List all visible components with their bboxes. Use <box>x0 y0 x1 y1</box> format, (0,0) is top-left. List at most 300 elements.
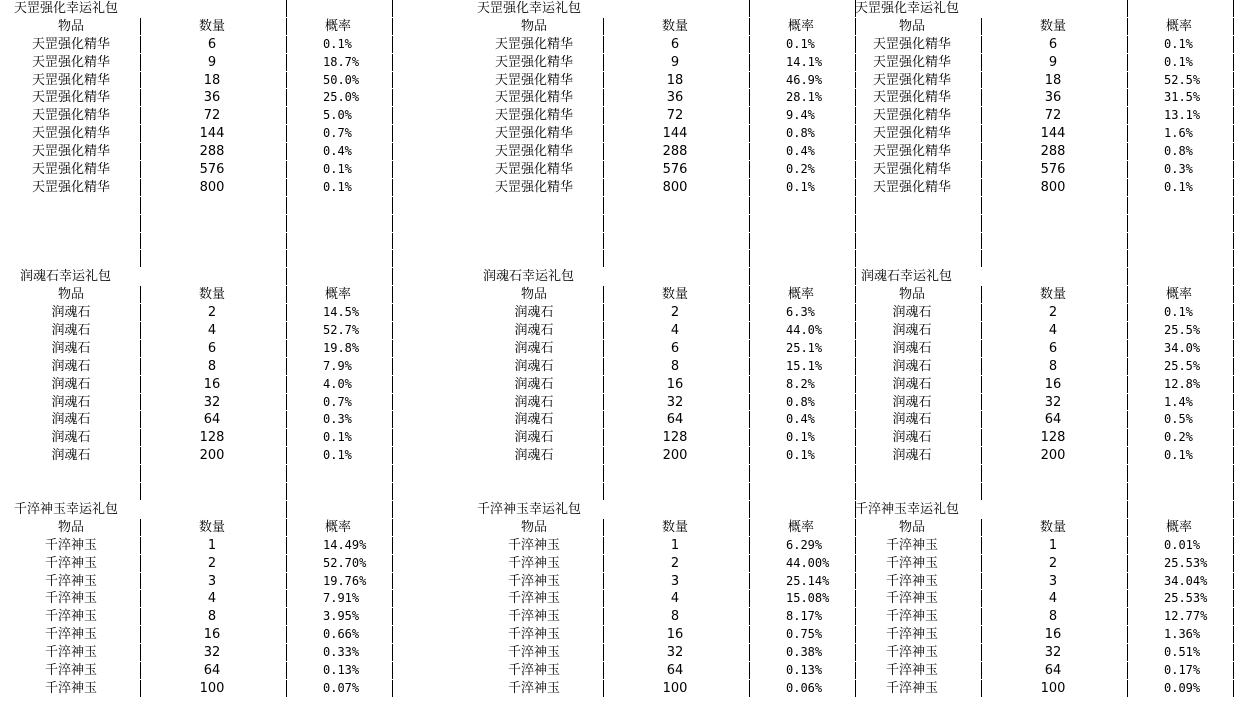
item-name-cell[interactable]: 润魂石 <box>465 376 604 393</box>
probability-cell[interactable]: 12.77% <box>1128 608 1234 625</box>
probability-cell[interactable]: 34.0% <box>1128 340 1234 357</box>
header-item[interactable]: 物品 <box>2 18 141 35</box>
quantity-cell[interactable]: 36 <box>604 89 750 106</box>
item-name-cell[interactable]: 润魂石 <box>465 411 604 428</box>
quantity-cell[interactable]: 1 <box>982 537 1128 554</box>
quantity-cell[interactable]: 6 <box>141 36 287 53</box>
probability-cell[interactable]: 18.7% <box>287 54 393 71</box>
empty-cell[interactable] <box>604 215 750 232</box>
quantity-cell[interactable]: 16 <box>982 626 1128 643</box>
probability-cell[interactable]: 0.5% <box>1128 411 1234 428</box>
empty-cell[interactable] <box>465 250 604 267</box>
probability-cell[interactable]: 3.95% <box>287 608 393 625</box>
probability-cell[interactable]: 0.1% <box>750 447 856 464</box>
empty-cell[interactable] <box>1128 0 1234 17</box>
item-name-cell[interactable]: 润魂石 <box>843 322 982 339</box>
probability-cell[interactable]: 50.0% <box>287 72 393 89</box>
probability-cell[interactable]: 14.5% <box>287 304 393 321</box>
probability-cell[interactable]: 0.1% <box>750 179 856 196</box>
empty-cell[interactable] <box>1128 268 1234 285</box>
empty-cell[interactable] <box>982 268 1128 285</box>
item-name-cell[interactable]: 天罡强化精华 <box>2 143 141 160</box>
quantity-cell[interactable]: 4 <box>141 590 287 607</box>
quantity-cell[interactable]: 128 <box>141 429 287 446</box>
probability-cell[interactable]: 7.91% <box>287 590 393 607</box>
quantity-cell[interactable]: 2 <box>982 555 1128 572</box>
probability-cell[interactable]: 46.9% <box>750 72 856 89</box>
quantity-cell[interactable]: 288 <box>141 143 287 160</box>
quantity-cell[interactable]: 2 <box>141 304 287 321</box>
probability-cell[interactable]: 15.08% <box>750 590 856 607</box>
quantity-cell[interactable]: 576 <box>982 161 1128 178</box>
empty-cell[interactable] <box>1128 483 1234 500</box>
header-item[interactable]: 物品 <box>465 18 604 35</box>
probability-cell[interactable]: 0.1% <box>750 429 856 446</box>
header-item[interactable]: 物品 <box>2 519 141 536</box>
quantity-cell[interactable]: 64 <box>982 411 1128 428</box>
empty-cell[interactable] <box>141 197 287 214</box>
item-name-cell[interactable]: 天罡强化精华 <box>843 36 982 53</box>
item-name-cell[interactable]: 天罡强化精华 <box>465 161 604 178</box>
probability-cell[interactable]: 6.29% <box>750 537 856 554</box>
empty-cell[interactable] <box>465 215 604 232</box>
probability-cell[interactable]: 0.1% <box>1128 447 1234 464</box>
probability-cell[interactable]: 28.1% <box>750 89 856 106</box>
quantity-cell[interactable]: 9 <box>604 54 750 71</box>
header-quantity[interactable]: 数量 <box>141 18 287 35</box>
item-name-cell[interactable]: 天罡强化精华 <box>2 179 141 196</box>
empty-cell[interactable] <box>750 501 856 518</box>
quantity-cell[interactable]: 8 <box>982 358 1128 375</box>
item-name-cell[interactable]: 天罡强化精华 <box>465 54 604 71</box>
quantity-cell[interactable]: 100 <box>982 680 1128 697</box>
quantity-cell[interactable]: 2 <box>141 555 287 572</box>
quantity-cell[interactable]: 8 <box>604 608 750 625</box>
quantity-cell[interactable]: 200 <box>982 447 1128 464</box>
empty-cell[interactable] <box>982 0 1128 17</box>
empty-cell[interactable] <box>750 250 856 267</box>
item-name-cell[interactable]: 润魂石 <box>465 358 604 375</box>
item-name-cell[interactable]: 润魂石 <box>465 429 604 446</box>
probability-cell[interactable]: 52.5% <box>1128 72 1234 89</box>
section-title[interactable]: 天罡强化幸运礼包 <box>855 1 960 16</box>
item-name-cell[interactable]: 天罡强化精华 <box>2 54 141 71</box>
item-name-cell[interactable]: 天罡强化精华 <box>2 36 141 53</box>
section-title[interactable]: 千淬神玉幸运礼包 <box>855 501 960 517</box>
probability-cell[interactable]: 0.8% <box>750 394 856 411</box>
empty-cell[interactable] <box>982 501 1128 518</box>
quantity-cell[interactable]: 9 <box>141 54 287 71</box>
item-name-cell[interactable]: 天罡强化精华 <box>2 107 141 124</box>
empty-cell[interactable] <box>604 197 750 214</box>
quantity-cell[interactable]: 32 <box>604 394 750 411</box>
empty-cell[interactable] <box>287 465 393 482</box>
quantity-cell[interactable]: 36 <box>982 89 1128 106</box>
quantity-cell[interactable]: 576 <box>604 161 750 178</box>
empty-cell[interactable] <box>141 0 287 17</box>
header-probability[interactable]: 概率 <box>750 18 856 35</box>
quantity-cell[interactable]: 4 <box>604 590 750 607</box>
empty-cell[interactable] <box>2 197 141 214</box>
probability-cell[interactable]: 0.3% <box>1128 161 1234 178</box>
quantity-cell[interactable]: 32 <box>604 644 750 661</box>
probability-cell[interactable]: 13.1% <box>1128 107 1234 124</box>
quantity-cell[interactable]: 8 <box>982 608 1128 625</box>
quantity-cell[interactable]: 6 <box>604 36 750 53</box>
empty-cell[interactable] <box>141 465 287 482</box>
empty-cell[interactable] <box>465 483 604 500</box>
probability-cell[interactable]: 25.0% <box>287 89 393 106</box>
quantity-cell[interactable]: 200 <box>141 447 287 464</box>
section-title[interactable]: 润魂石幸运礼包 <box>20 269 112 285</box>
quantity-cell[interactable]: 576 <box>141 161 287 178</box>
probability-cell[interactable]: 0.17% <box>1128 662 1234 679</box>
quantity-cell[interactable]: 100 <box>604 680 750 697</box>
quantity-cell[interactable]: 128 <box>604 429 750 446</box>
empty-cell[interactable] <box>750 483 856 500</box>
quantity-cell[interactable]: 4 <box>982 590 1128 607</box>
empty-cell[interactable] <box>287 250 393 267</box>
empty-cell[interactable] <box>604 483 750 500</box>
quantity-cell[interactable]: 64 <box>982 662 1128 679</box>
item-name-cell[interactable]: 润魂石 <box>465 394 604 411</box>
probability-cell[interactable]: 0.7% <box>287 125 393 142</box>
probability-cell[interactable]: 0.33% <box>287 644 393 661</box>
empty-cell[interactable] <box>287 197 393 214</box>
header-quantity[interactable]: 数量 <box>141 286 287 303</box>
item-name-cell[interactable]: 天罡强化精华 <box>465 143 604 160</box>
empty-cell[interactable] <box>982 465 1128 482</box>
empty-cell[interactable] <box>750 197 856 214</box>
quantity-cell[interactable]: 144 <box>982 125 1128 142</box>
probability-cell[interactable]: 0.1% <box>1128 36 1234 53</box>
header-quantity[interactable]: 数量 <box>982 286 1128 303</box>
item-name-cell[interactable]: 天罡强化精华 <box>465 36 604 53</box>
empty-cell[interactable] <box>750 465 856 482</box>
empty-cell[interactable] <box>465 465 604 482</box>
section-title[interactable]: 千淬神玉幸运礼包 <box>14 501 119 517</box>
probability-cell[interactable]: 0.1% <box>287 179 393 196</box>
empty-cell[interactable] <box>141 483 287 500</box>
item-name-cell[interactable]: 天罡强化精华 <box>2 72 141 89</box>
header-probability[interactable]: 概率 <box>1128 18 1234 35</box>
item-name-cell[interactable]: 润魂石 <box>843 304 982 321</box>
empty-cell[interactable] <box>141 215 287 232</box>
quantity-cell[interactable]: 32 <box>982 394 1128 411</box>
empty-cell[interactable] <box>750 0 856 17</box>
empty-cell[interactable] <box>982 483 1128 500</box>
quantity-cell[interactable]: 3 <box>604 573 750 590</box>
item-name-cell[interactable]: 千淬神玉 <box>843 644 982 661</box>
quantity-cell[interactable]: 16 <box>604 626 750 643</box>
empty-cell[interactable] <box>604 0 750 17</box>
header-quantity[interactable]: 数量 <box>604 18 750 35</box>
probability-cell[interactable]: 52.70% <box>287 555 393 572</box>
item-name-cell[interactable]: 千淬神玉 <box>2 644 141 661</box>
probability-cell[interactable]: 19.76% <box>287 573 393 590</box>
item-name-cell[interactable]: 天罡强化精华 <box>465 179 604 196</box>
item-name-cell[interactable]: 天罡强化精华 <box>843 89 982 106</box>
item-name-cell[interactable]: 润魂石 <box>465 340 604 357</box>
probability-cell[interactable]: 6.3% <box>750 304 856 321</box>
item-name-cell[interactable]: 天罡强化精华 <box>843 72 982 89</box>
empty-cell[interactable] <box>982 215 1128 232</box>
quantity-cell[interactable]: 16 <box>141 626 287 643</box>
quantity-cell[interactable]: 36 <box>141 89 287 106</box>
item-name-cell[interactable]: 润魂石 <box>2 376 141 393</box>
empty-cell[interactable] <box>1128 501 1234 518</box>
probability-cell[interactable]: 0.1% <box>287 429 393 446</box>
probability-cell[interactable]: 25.5% <box>1128 322 1234 339</box>
empty-cell[interactable] <box>287 215 393 232</box>
section-title[interactable]: 千淬神玉幸运礼包 <box>477 501 582 517</box>
item-name-cell[interactable]: 天罡强化精华 <box>843 161 982 178</box>
empty-cell[interactable] <box>141 501 287 518</box>
probability-cell[interactable]: 0.4% <box>287 143 393 160</box>
probability-cell[interactable]: 0.8% <box>750 125 856 142</box>
quantity-cell[interactable]: 8 <box>141 358 287 375</box>
quantity-cell[interactable]: 16 <box>141 376 287 393</box>
item-name-cell[interactable]: 天罡强化精华 <box>2 89 141 106</box>
item-name-cell[interactable]: 千淬神玉 <box>2 626 141 643</box>
quantity-cell[interactable]: 200 <box>604 447 750 464</box>
item-name-cell[interactable]: 天罡强化精华 <box>465 125 604 142</box>
quantity-cell[interactable]: 32 <box>141 394 287 411</box>
item-name-cell[interactable]: 润魂石 <box>2 429 141 446</box>
empty-cell[interactable] <box>1128 250 1234 267</box>
probability-cell[interactable]: 0.4% <box>750 143 856 160</box>
quantity-cell[interactable]: 144 <box>604 125 750 142</box>
header-item[interactable]: 物品 <box>843 519 982 536</box>
probability-cell[interactable]: 31.5% <box>1128 89 1234 106</box>
probability-cell[interactable]: 8.17% <box>750 608 856 625</box>
probability-cell[interactable]: 0.1% <box>287 447 393 464</box>
quantity-cell[interactable]: 800 <box>982 179 1128 196</box>
empty-cell[interactable] <box>2 465 141 482</box>
empty-cell[interactable] <box>1128 215 1234 232</box>
probability-cell[interactable]: 25.5% <box>1128 358 1234 375</box>
item-name-cell[interactable]: 润魂石 <box>843 429 982 446</box>
probability-cell[interactable]: 44.0% <box>750 322 856 339</box>
empty-cell[interactable] <box>287 0 393 17</box>
quantity-cell[interactable]: 800 <box>141 179 287 196</box>
item-name-cell[interactable]: 天罡强化精华 <box>843 179 982 196</box>
item-name-cell[interactable]: 千淬神玉 <box>2 573 141 590</box>
probability-cell[interactable]: 0.09% <box>1128 680 1234 697</box>
empty-cell[interactable] <box>604 268 750 285</box>
probability-cell[interactable]: 12.8% <box>1128 376 1234 393</box>
quantity-cell[interactable]: 16 <box>982 376 1128 393</box>
item-name-cell[interactable]: 千淬神玉 <box>2 537 141 554</box>
item-name-cell[interactable]: 天罡强化精华 <box>2 125 141 142</box>
quantity-cell[interactable]: 6 <box>982 36 1128 53</box>
quantity-cell[interactable]: 64 <box>604 662 750 679</box>
probability-cell[interactable]: 14.49% <box>287 537 393 554</box>
probability-cell[interactable]: 0.75% <box>750 626 856 643</box>
quantity-cell[interactable]: 4 <box>982 322 1128 339</box>
item-name-cell[interactable]: 千淬神玉 <box>2 608 141 625</box>
item-name-cell[interactable]: 润魂石 <box>2 340 141 357</box>
item-name-cell[interactable]: 千淬神玉 <box>465 590 604 607</box>
item-name-cell[interactable]: 千淬神玉 <box>843 590 982 607</box>
probability-cell[interactable]: 0.51% <box>1128 644 1234 661</box>
probability-cell[interactable]: 19.8% <box>287 340 393 357</box>
probability-cell[interactable]: 0.01% <box>1128 537 1234 554</box>
item-name-cell[interactable]: 千淬神玉 <box>2 680 141 697</box>
item-name-cell[interactable]: 千淬神玉 <box>465 644 604 661</box>
probability-cell[interactable]: 44.00% <box>750 555 856 572</box>
quantity-cell[interactable]: 9 <box>982 54 1128 71</box>
item-name-cell[interactable]: 千淬神玉 <box>843 662 982 679</box>
quantity-cell[interactable]: 1 <box>604 537 750 554</box>
empty-cell[interactable] <box>465 233 604 250</box>
quantity-cell[interactable]: 64 <box>604 411 750 428</box>
probability-cell[interactable]: 1.4% <box>1128 394 1234 411</box>
probability-cell[interactable]: 25.1% <box>750 340 856 357</box>
item-name-cell[interactable]: 润魂石 <box>2 304 141 321</box>
item-name-cell[interactable]: 千淬神玉 <box>843 537 982 554</box>
header-quantity[interactable]: 数量 <box>604 519 750 536</box>
header-item[interactable]: 物品 <box>843 286 982 303</box>
empty-cell[interactable] <box>1128 197 1234 214</box>
empty-cell[interactable] <box>287 501 393 518</box>
probability-cell[interactable]: 1.36% <box>1128 626 1234 643</box>
quantity-cell[interactable]: 4 <box>604 322 750 339</box>
probability-cell[interactable]: 0.3% <box>287 411 393 428</box>
header-quantity[interactable]: 数量 <box>141 519 287 536</box>
probability-cell[interactable]: 14.1% <box>750 54 856 71</box>
probability-cell[interactable]: 9.4% <box>750 107 856 124</box>
quantity-cell[interactable]: 128 <box>982 429 1128 446</box>
quantity-cell[interactable]: 64 <box>141 411 287 428</box>
probability-cell[interactable]: 0.06% <box>750 680 856 697</box>
header-item[interactable]: 物品 <box>465 286 604 303</box>
quantity-cell[interactable]: 2 <box>982 304 1128 321</box>
quantity-cell[interactable]: 64 <box>141 662 287 679</box>
probability-cell[interactable]: 0.1% <box>287 161 393 178</box>
empty-cell[interactable] <box>2 233 141 250</box>
probability-cell[interactable]: 25.14% <box>750 573 856 590</box>
empty-cell[interactable] <box>843 197 982 214</box>
header-quantity[interactable]: 数量 <box>982 18 1128 35</box>
empty-cell[interactable] <box>750 233 856 250</box>
item-name-cell[interactable]: 润魂石 <box>2 394 141 411</box>
item-name-cell[interactable]: 千淬神玉 <box>2 662 141 679</box>
empty-cell[interactable] <box>141 250 287 267</box>
header-probability[interactable]: 概率 <box>287 286 393 303</box>
probability-cell[interactable]: 0.8% <box>1128 143 1234 160</box>
item-name-cell[interactable]: 润魂石 <box>843 340 982 357</box>
section-title[interactable]: 润魂石幸运礼包 <box>483 269 575 285</box>
empty-cell[interactable] <box>287 268 393 285</box>
quantity-cell[interactable]: 2 <box>604 304 750 321</box>
section-title[interactable]: 天罡强化幸运礼包 <box>14 1 119 16</box>
empty-cell[interactable] <box>604 233 750 250</box>
quantity-cell[interactable]: 6 <box>604 340 750 357</box>
item-name-cell[interactable]: 千淬神玉 <box>465 680 604 697</box>
item-name-cell[interactable]: 千淬神玉 <box>465 555 604 572</box>
header-item[interactable]: 物品 <box>2 286 141 303</box>
probability-cell[interactable]: 0.66% <box>287 626 393 643</box>
empty-cell[interactable] <box>604 501 750 518</box>
probability-cell[interactable]: 15.1% <box>750 358 856 375</box>
quantity-cell[interactable]: 18 <box>982 72 1128 89</box>
empty-cell[interactable] <box>1128 233 1234 250</box>
empty-cell[interactable] <box>843 250 982 267</box>
quantity-cell[interactable]: 6 <box>982 340 1128 357</box>
item-name-cell[interactable]: 润魂石 <box>465 322 604 339</box>
empty-cell[interactable] <box>604 465 750 482</box>
empty-cell[interactable] <box>982 233 1128 250</box>
probability-cell[interactable]: 8.2% <box>750 376 856 393</box>
quantity-cell[interactable]: 2 <box>604 555 750 572</box>
quantity-cell[interactable]: 8 <box>141 608 287 625</box>
header-item[interactable]: 物品 <box>465 519 604 536</box>
probability-cell[interactable]: 4.0% <box>287 376 393 393</box>
item-name-cell[interactable]: 千淬神玉 <box>465 573 604 590</box>
header-probability[interactable]: 概率 <box>750 519 856 536</box>
probability-cell[interactable]: 0.4% <box>750 411 856 428</box>
quantity-cell[interactable]: 8 <box>604 358 750 375</box>
probability-cell[interactable]: 0.1% <box>750 36 856 53</box>
header-quantity[interactable]: 数量 <box>604 286 750 303</box>
probability-cell[interactable]: 0.7% <box>287 394 393 411</box>
quantity-cell[interactable]: 72 <box>141 107 287 124</box>
probability-cell[interactable]: 0.07% <box>287 680 393 697</box>
quantity-cell[interactable]: 72 <box>982 107 1128 124</box>
item-name-cell[interactable]: 天罡强化精华 <box>2 161 141 178</box>
item-name-cell[interactable]: 天罡强化精华 <box>843 54 982 71</box>
item-name-cell[interactable]: 天罡强化精华 <box>843 125 982 142</box>
quantity-cell[interactable]: 100 <box>141 680 287 697</box>
quantity-cell[interactable]: 32 <box>141 644 287 661</box>
probability-cell[interactable]: 52.7% <box>287 322 393 339</box>
header-probability[interactable]: 概率 <box>1128 519 1234 536</box>
item-name-cell[interactable]: 千淬神玉 <box>843 555 982 572</box>
empty-cell[interactable] <box>843 465 982 482</box>
item-name-cell[interactable]: 天罡强化精华 <box>465 72 604 89</box>
empty-cell[interactable] <box>750 215 856 232</box>
header-quantity[interactable]: 数量 <box>982 519 1128 536</box>
empty-cell[interactable] <box>287 233 393 250</box>
item-name-cell[interactable]: 千淬神玉 <box>465 626 604 643</box>
quantity-cell[interactable]: 1 <box>141 537 287 554</box>
probability-cell[interactable]: 0.1% <box>1128 304 1234 321</box>
empty-cell[interactable] <box>750 268 856 285</box>
probability-cell[interactable]: 0.38% <box>750 644 856 661</box>
quantity-cell[interactable]: 288 <box>982 143 1128 160</box>
probability-cell[interactable]: 0.1% <box>287 36 393 53</box>
section-title[interactable]: 天罡强化幸运礼包 <box>477 1 582 16</box>
quantity-cell[interactable]: 288 <box>604 143 750 160</box>
probability-cell[interactable]: 34.04% <box>1128 573 1234 590</box>
quantity-cell[interactable]: 16 <box>604 376 750 393</box>
quantity-cell[interactable]: 4 <box>141 322 287 339</box>
empty-cell[interactable] <box>2 250 141 267</box>
item-name-cell[interactable]: 润魂石 <box>2 358 141 375</box>
item-name-cell[interactable]: 润魂石 <box>843 376 982 393</box>
item-name-cell[interactable]: 润魂石 <box>465 447 604 464</box>
header-probability[interactable]: 概率 <box>287 519 393 536</box>
empty-cell[interactable] <box>2 483 141 500</box>
probability-cell[interactable]: 25.53% <box>1128 590 1234 607</box>
item-name-cell[interactable]: 润魂石 <box>465 304 604 321</box>
empty-cell[interactable] <box>141 233 287 250</box>
empty-cell[interactable] <box>465 197 604 214</box>
empty-cell[interactable] <box>287 483 393 500</box>
section-title[interactable]: 润魂石幸运礼包 <box>861 269 953 285</box>
probability-cell[interactable]: 25.53% <box>1128 555 1234 572</box>
